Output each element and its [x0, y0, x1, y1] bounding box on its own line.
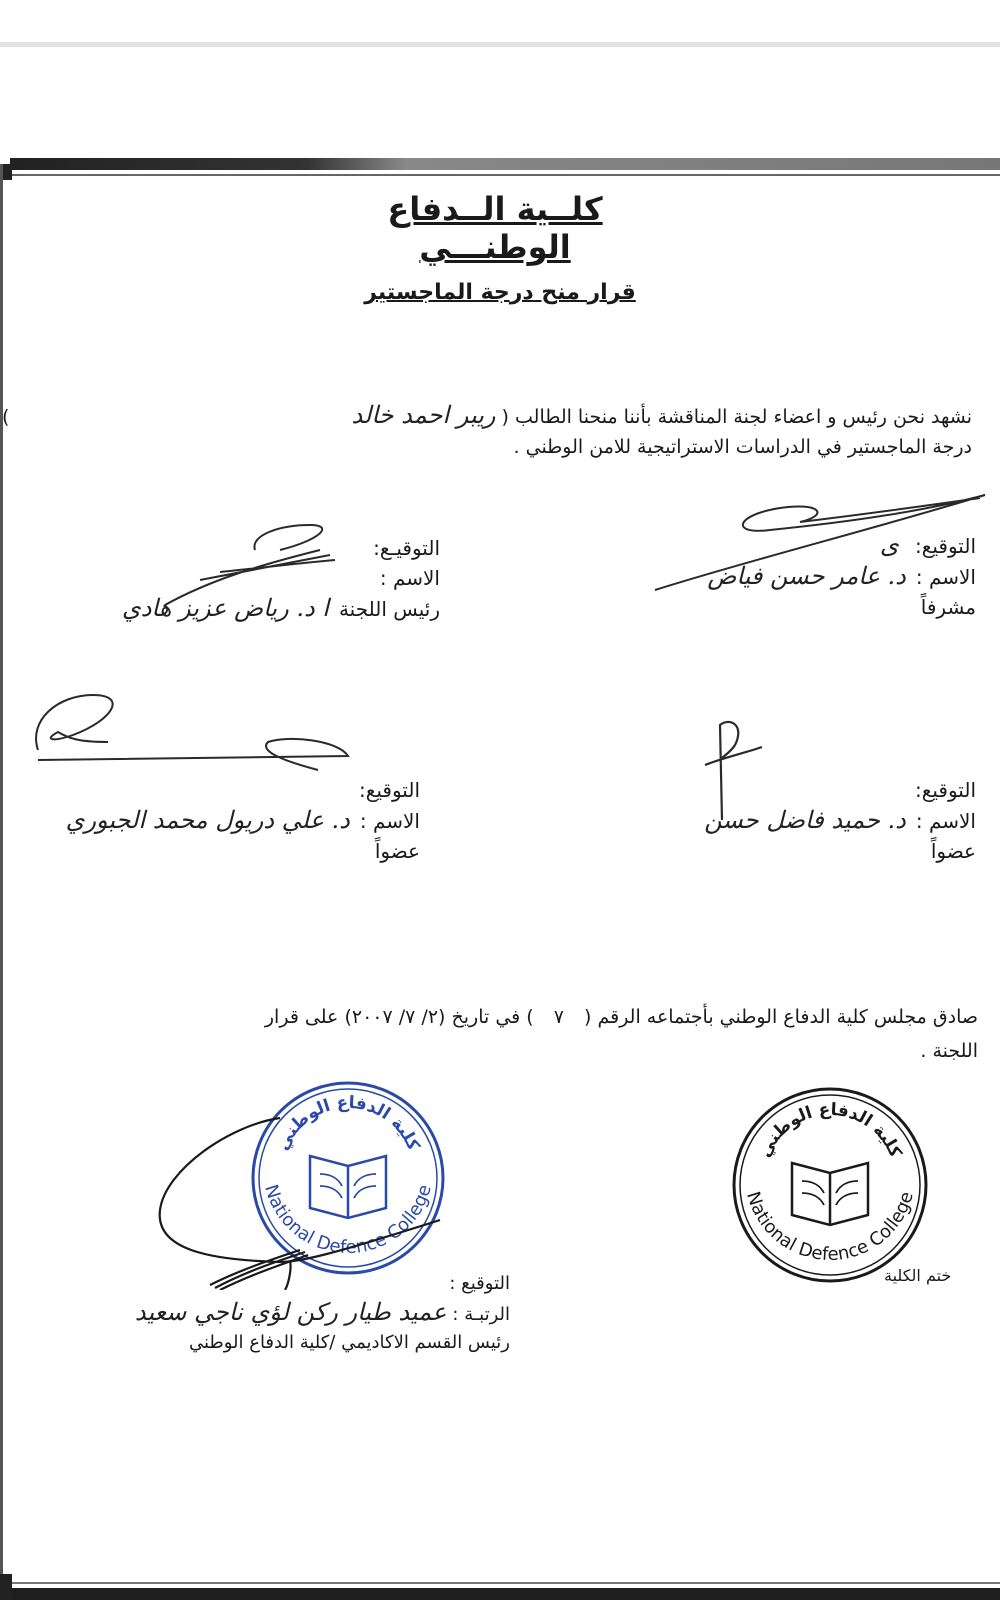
- member1-block: [704, 775, 976, 866]
- council-text-1: صادق مجلس كلية الدفاع الوطني بأجتماعه الرقم (: [584, 1006, 978, 1028]
- college-seal-label: ختم الكلية: [884, 1266, 952, 1285]
- council-text-3: ) على قرار: [264, 1006, 352, 1028]
- academic-head-rank-label: الرتبـة :: [452, 1304, 510, 1325]
- council-text-line2: اللجنة .: [920, 1040, 978, 1062]
- council-text-2: ) في تاريخ (: [438, 1006, 534, 1028]
- document-subtitle: قرار منح درجة الماجستير: [364, 280, 636, 305]
- chair-signature-label: التوقيـع:: [373, 536, 440, 560]
- member2-signature: [18, 680, 358, 780]
- seal-arabic-text: كلية الدفاع الوطني: [754, 1099, 906, 1161]
- meeting-date: ٢/ ٧/ ٢٠٠٧: [351, 1006, 439, 1028]
- college-seal-black: [720, 1085, 940, 1285]
- chair-role: رئيس اللجنة: [338, 597, 440, 621]
- chair-block: [122, 533, 440, 624]
- academic-head-signature: [150, 1100, 450, 1290]
- member2-signature-label: التوقيع:: [359, 778, 420, 802]
- intro-text: نشهد نحن رئيس و اعضاء لجنة المناقشة بأننا منحنا الطالب (: [501, 406, 972, 428]
- seal-english-text: National Defence College: [742, 1189, 918, 1266]
- chair-name: ا د. رياض عزيز هادي: [121, 594, 329, 622]
- meeting-number: ٧: [553, 1006, 564, 1028]
- book-icon: [792, 1163, 868, 1225]
- academic-head-title: رئيس القسم الاكاديمي /كلية الدفاع الوطني: [188, 1332, 510, 1353]
- member1-signature-label: التوقيع:: [915, 778, 976, 802]
- supervisor-name-label: الاسم :: [915, 565, 976, 589]
- seal-arabic-text: كلية الدفاع الوطني: [272, 1092, 424, 1154]
- academic-head-rank: عميد طيار ركن لؤي ناجي سعيد: [134, 1298, 447, 1326]
- page-border-bottom-inner: [10, 1582, 1000, 1584]
- chair-name-label: الاسم :: [379, 566, 440, 590]
- page-border-bottom: [0, 1588, 1000, 1600]
- viewer-top-bar: [0, 0, 1000, 44]
- page-border-corner-bottom: [0, 1574, 12, 1600]
- viewer-divider: [0, 42, 1000, 47]
- supervisor-signature-mark: ى: [879, 531, 899, 559]
- council-approval: [18, 1000, 978, 1068]
- page-border-left: [0, 164, 3, 1599]
- intro-paragraph: [1, 400, 972, 462]
- supervisor-block: [707, 530, 976, 622]
- seal-english-text: National Defence College: [260, 1182, 436, 1259]
- intro-close-paren: ): [1, 406, 10, 428]
- student-name-handwritten: ريبر احمد خالد: [351, 401, 496, 429]
- intro-line-1: [1, 400, 972, 432]
- member2-name-label: الاسم :: [359, 809, 420, 833]
- svg-text:كلية الدفاع الوطني: [755, 1100, 906, 1161]
- document-title: كلــية الــدفاع الوطنـــي: [387, 190, 603, 266]
- member1-name-label: الاسم :: [915, 809, 976, 833]
- academic-head-block: [135, 1270, 510, 1357]
- supervisor-name: د. عامر حسن فياض: [707, 562, 906, 590]
- supervisor-signature-label: التوقيع:: [915, 534, 976, 558]
- page-border-top: [10, 158, 1000, 170]
- member1-role: عضواً: [930, 839, 976, 863]
- page-border-top-inner: [10, 174, 1000, 176]
- member1-name: د. حميد فاضل حسن: [704, 806, 906, 834]
- member2-block: [66, 775, 420, 866]
- academic-head-signature-label: التوقيع :: [449, 1273, 510, 1294]
- member2-name: د. علي دريول محمد الجبوري: [65, 806, 350, 834]
- intro-line-2: درجة الماجستير في الدراسات الاستراتيجية للامن الوطني .: [513, 436, 972, 458]
- supervisor-role: مشرفاً: [920, 595, 976, 619]
- member2-role: عضواً: [374, 839, 420, 863]
